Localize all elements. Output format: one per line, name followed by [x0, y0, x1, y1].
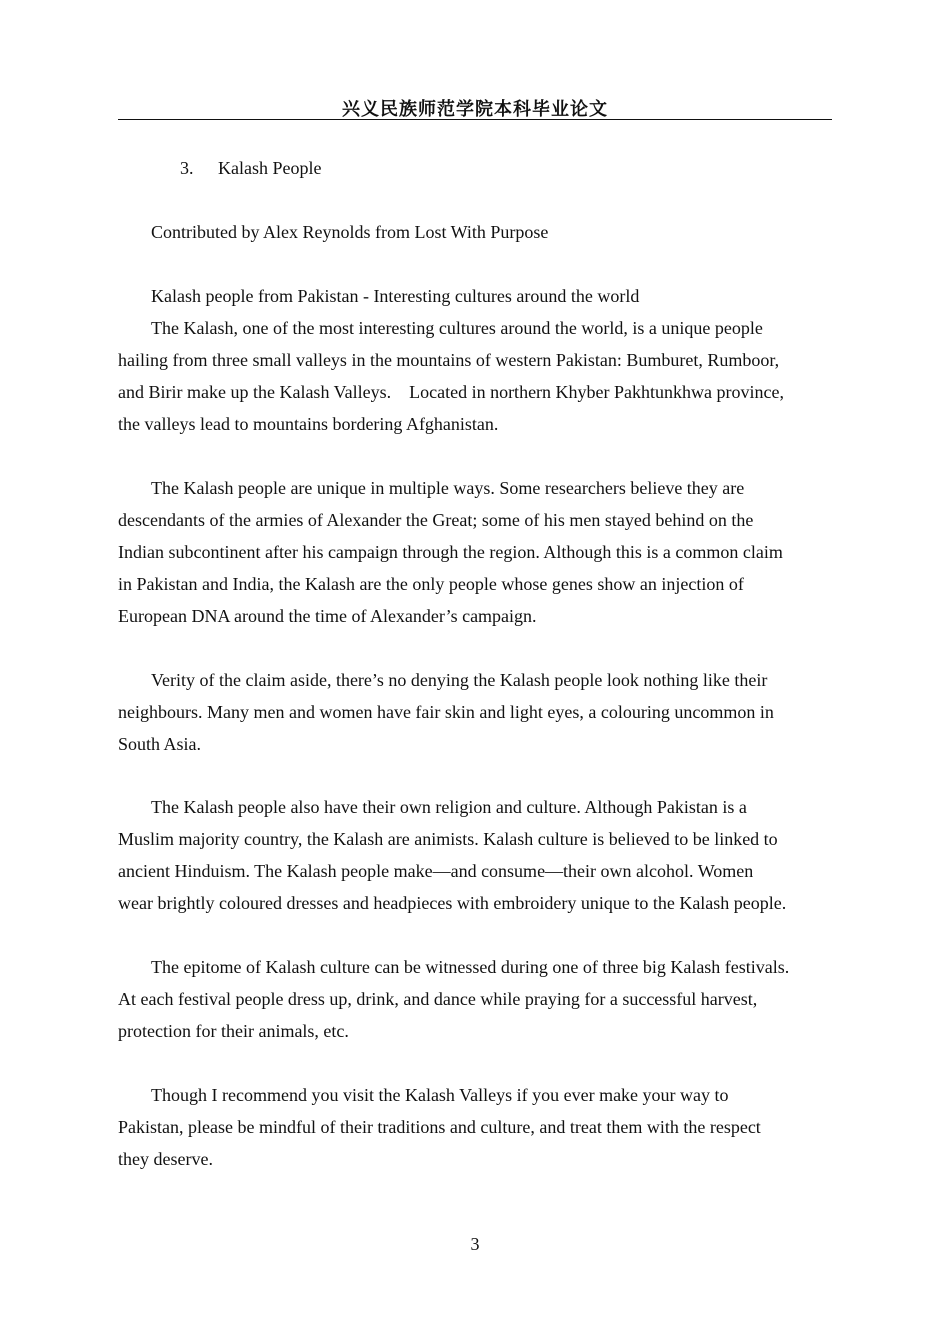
paragraph-line: At each festival people dress up, drink, and dance while praying for a successful harvest, — [118, 989, 758, 1009]
section-title: Kalash People — [218, 158, 322, 178]
page-number: 3 — [470, 1234, 480, 1254]
paragraph-line: Verity of the claim aside, there’s no denying the Kalash people look nothing like their — [151, 670, 768, 690]
section-number: 3. — [180, 158, 194, 178]
paragraph-line: and Birir make up the Kalash Valleys. Located in northern Khyber Pakhtunkhwa province, — [118, 382, 784, 402]
paragraph-line: Pakistan, please be mindful of their traditions and culture, and treat them with the respect — [118, 1117, 761, 1137]
paragraph-line: in Pakistan and India, the Kalash are the only people whose genes show an injection of — [118, 574, 744, 594]
contributor-line: Contributed by Alex Reynolds from Lost With Purpose — [151, 222, 549, 242]
paragraph-line: they deserve. — [118, 1149, 213, 1169]
paragraph-line: South Asia. — [118, 734, 202, 754]
paragraph-line: ancient Hinduism. The Kalash people make—and consume—their own alcohol. Women — [118, 861, 754, 881]
paragraph-line: descendants of the armies of Alexander the Great; some of his men stayed behind on the — [118, 510, 754, 530]
paragraph-line: European DNA around the time of Alexander’s campaign. — [118, 606, 537, 626]
paragraph-line: The epitome of Kalash culture can be witnessed during one of three big Kalash festivals. — [151, 957, 790, 977]
paragraph-line: neighbours. Many men and women have fair skin and light eyes, a colouring uncommon in — [118, 702, 774, 722]
paragraph-line: The Kalash people are unique in multiple ways. Some researchers believe they are — [151, 478, 745, 498]
paragraph-line: protection for their animals, etc. — [118, 1021, 349, 1041]
paragraph-line: The Kalash people also have their own religion and culture. Although Pakistan is a — [151, 797, 747, 817]
page-header-title: 兴义民族师范学院本科毕业论文 — [342, 99, 608, 120]
paragraph-line: wear brightly coloured dresses and headpieces with embroidery unique to the Kalash people. — [118, 893, 787, 913]
paragraph-line: The Kalash, one of the most interesting cultures around the world, is a unique people — [151, 318, 763, 338]
paragraph-line: the valleys lead to mountains bordering Afghanistan. — [118, 414, 499, 434]
paragraph-line: Though I recommend you visit the Kalash Valleys if you ever make your way to — [151, 1085, 729, 1105]
paragraph-line: Indian subcontinent after his campaign through the region. Although this is a common claim — [118, 542, 783, 562]
paragraph-line: hailing from three small valleys in the mountains of western Pakistan: Bumburet, Rumboor, — [118, 350, 780, 370]
subtitle-line: Kalash people from Pakistan - Interesting cultures around the world — [151, 286, 640, 306]
paragraph-line: Muslim majority country, the Kalash are animists. Kalash culture is believed to be linked to — [118, 829, 778, 849]
header-divider — [118, 119, 832, 120]
